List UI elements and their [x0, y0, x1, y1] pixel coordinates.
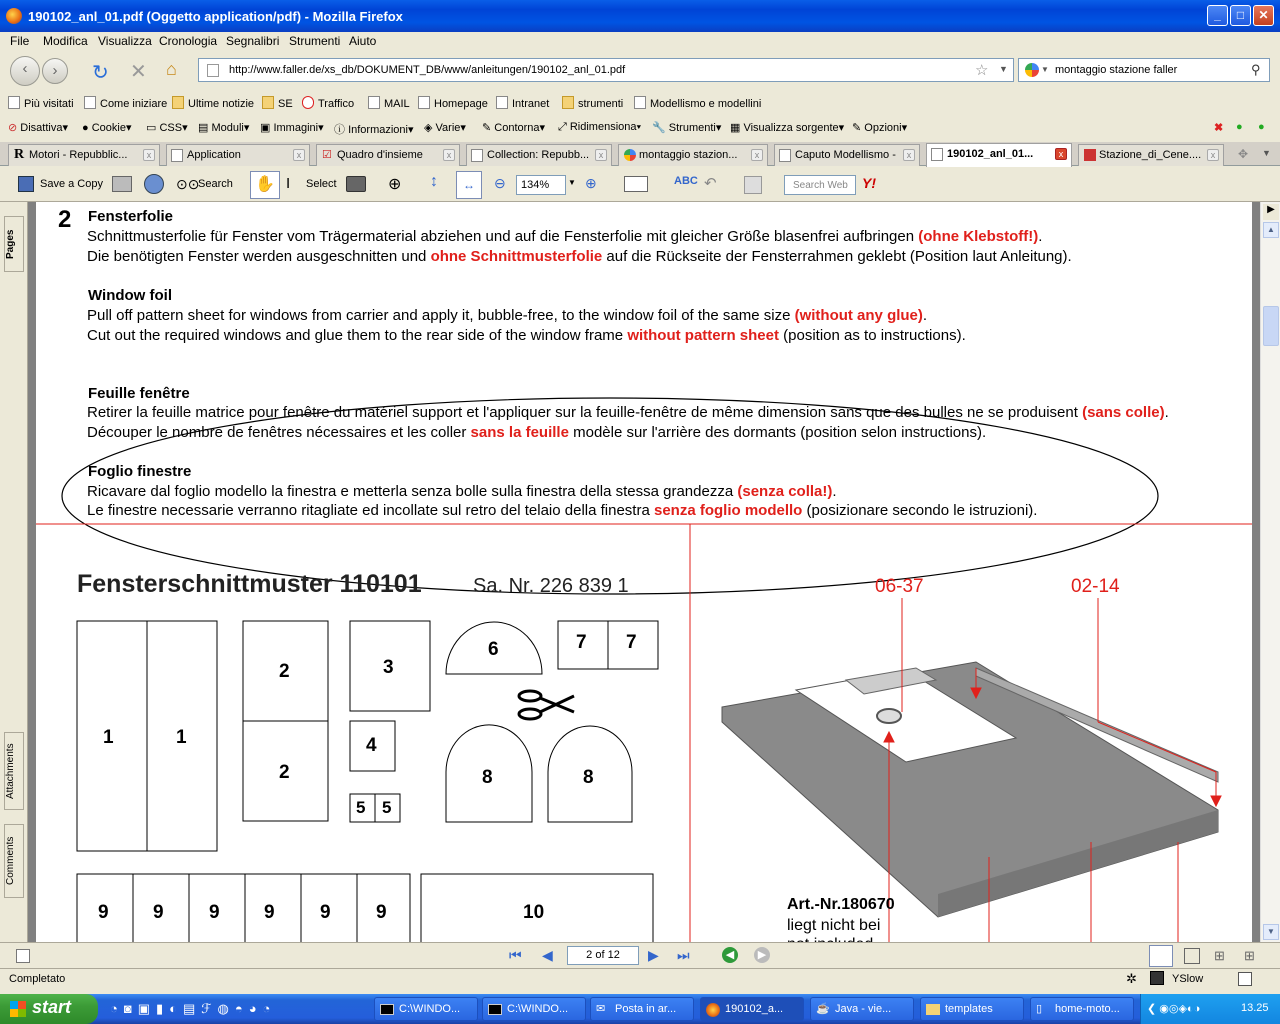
facing-icon[interactable]: ⊞: [1214, 948, 1225, 963]
search-button[interactable]: Search: [198, 178, 233, 190]
piece-label: 9: [209, 902, 220, 923]
panel-arrow-icon[interactable]: ▶: [1263, 204, 1279, 220]
chevron-down-icon[interactable]: ▼: [999, 64, 1008, 74]
zoom-plus-icon[interactable]: ⊕: [585, 175, 597, 191]
webdev-visualizza-sorgente[interactable]: ▦ Visualizza sorgente▾: [730, 122, 845, 134]
pdf-viewport[interactable]: [28, 202, 1260, 942]
close-icon[interactable]: x: [1207, 149, 1219, 161]
webdev-opzioni[interactable]: ✎ Opzioni▾: [852, 122, 908, 134]
task-firefox[interactable]: 190102_a...: [700, 997, 804, 1021]
snapshot-icon[interactable]: [346, 176, 366, 192]
bookmark-come-iniziare[interactable]: Come iniziare: [84, 96, 167, 110]
pdf-side-panel: [0, 202, 28, 942]
part-label-b: 02-14: [1071, 576, 1120, 597]
fit-page-icon[interactable]: ↕: [430, 173, 438, 190]
piece-label: 7: [626, 632, 637, 653]
url-text: http://www.faller.de/xs_db/DOKUMENT_DB/www/anleitungen/190102_anl_01.pdf: [229, 64, 626, 76]
comments-tab[interactable]: Comments: [4, 824, 24, 898]
it-line-2: Le finestre necessarie verranno ritagliate ed incollate sul retro del telaio della finestra senza foglio modello (posizionare secondo le istruzioni).: [87, 502, 1038, 519]
back-icon[interactable]: ‹: [10, 56, 40, 86]
bookmarks-bar: [0, 92, 1280, 114]
piece-label: 9: [264, 902, 275, 923]
piece-label: 9: [153, 902, 164, 923]
piece-label: 2: [279, 661, 290, 682]
menu-modifica[interactable]: Modifica: [43, 34, 88, 48]
search-icon[interactable]: ⚲: [1251, 62, 1261, 77]
tab-caputo[interactable]: Caputo Modellismo - x: [774, 144, 920, 166]
yslow-label[interactable]: YSlow: [1172, 973, 1204, 985]
webdev-informazioni[interactable]: ⓘ Informazioni▾: [334, 124, 414, 136]
print-icon[interactable]: [112, 176, 132, 192]
piece-label: 3: [383, 657, 394, 678]
pages-tab[interactable]: Pages: [4, 216, 24, 272]
tray-icons[interactable]: ❮ ◉◎◈◐◑: [1147, 1003, 1201, 1015]
bookmark-se[interactable]: SE: [262, 96, 293, 110]
webdev-css[interactable]: ▭ CSS▾: [146, 122, 188, 134]
piece-label: 5: [382, 798, 392, 817]
spellcheck-icon[interactable]: ABC: [674, 175, 698, 187]
close-icon[interactable]: x: [443, 149, 455, 161]
binoculars-icon[interactable]: ⊙⊙: [176, 176, 200, 192]
task-java[interactable]: ☕ Java - vie...: [810, 997, 914, 1021]
article-note: liegt nicht bei: [787, 917, 881, 934]
firebug-icon[interactable]: ✲: [1126, 971, 1137, 986]
next-page-icon[interactable]: ▶: [648, 947, 659, 963]
forward-view-icon[interactable]: ▶: [754, 947, 770, 963]
copy-icon[interactable]: [744, 176, 762, 194]
page-number-input[interactable]: 2 of 12: [567, 946, 639, 965]
star-icon[interactable]: ☆: [975, 62, 989, 79]
prev-page-icon[interactable]: ◀: [542, 947, 553, 963]
bookmark-ultime-notizie[interactable]: Ultime notizie: [172, 96, 254, 110]
single-page-icon[interactable]: [1149, 945, 1173, 967]
de-line-2: Die benötigten Fenster werden ausgeschnitten und ohne Schnittmusterfolie auf die Rückseite der Fensterrahmen geklebt (Position laut Anleitung).: [87, 248, 1072, 265]
piece-label: 10: [523, 902, 545, 923]
de-line-1: Schnittmusterfolie für Fenster vom Trägermaterial abziehen und auf die Fensterfolie mit gleicher Größe blasenfrei aufbringen (ohne Klebstoff!).: [87, 228, 1043, 245]
piece-label: 5: [356, 798, 366, 817]
pattern-title: Fensterschnittmuster 110101: [77, 570, 422, 598]
piece-label: 7: [576, 632, 587, 653]
status-bar: [0, 968, 1280, 990]
windows-logo-icon: [10, 1001, 26, 1017]
first-page-icon[interactable]: ⏮: [509, 947, 522, 963]
piece-label: 4: [366, 735, 377, 756]
yahoo-icon[interactable]: Y!: [862, 175, 876, 191]
webdev-status-icon[interactable]: [1238, 972, 1252, 986]
tab-pdf-active[interactable]: 190102_anl_01... x: [926, 143, 1072, 167]
task-home-moto[interactable]: ▯ home-moto...: [1030, 997, 1134, 1021]
task-cmd-2[interactable]: C:\WINDO...: [482, 997, 586, 1021]
vertical-scrollbar[interactable]: [1260, 202, 1280, 942]
google-icon: [1025, 63, 1039, 77]
en-heading: Window foil: [88, 287, 173, 304]
fit-width-icon[interactable]: ↔: [456, 171, 482, 199]
bookmark-mail[interactable]: MAIL: [368, 96, 410, 110]
webdev-ridimensiona[interactable]: ⤢ Ridimensiona▾: [558, 121, 642, 133]
pdf-page: [36, 202, 1252, 942]
web-developer-toolbar: [0, 116, 1280, 138]
tab-collection[interactable]: Collection: Repubb... x: [466, 144, 612, 166]
check-icon[interactable]: ●: [1258, 121, 1265, 133]
webdev-strumenti[interactable]: 🔧 Strumenti▾: [652, 122, 722, 134]
forward-icon[interactable]: ›: [42, 58, 68, 84]
menu-bar: [0, 32, 1280, 50]
fr-heading: Feuille fenêtre: [88, 385, 190, 402]
pattern-number: Sa. Nr. 226 839 1: [473, 575, 629, 597]
undo-icon[interactable]: ↶: [704, 175, 717, 192]
zoom-input[interactable]: 134%: [516, 175, 566, 195]
reload-icon[interactable]: ↻: [92, 62, 109, 84]
webdev-immagini[interactable]: ▣ Immagini▾: [260, 122, 324, 134]
en-line-2: Cut out the required windows and glue them to the rear side of the window frame without pattern sheet (position as to instructions).: [87, 327, 966, 344]
task-templates[interactable]: templates: [920, 997, 1024, 1021]
part-label-a: 06-37: [875, 576, 924, 597]
task-cmd-1[interactable]: C:\WINDO...: [374, 997, 478, 1021]
web-search-input[interactable]: Search Web: [784, 175, 856, 195]
save-copy-button[interactable]: Save a Copy: [40, 178, 103, 190]
stop-icon[interactable]: ✕: [130, 61, 147, 83]
continuous-icon[interactable]: [1184, 948, 1200, 964]
close-icon[interactable]: x: [293, 149, 305, 161]
chevron-down-icon[interactable]: ▼: [568, 178, 576, 187]
menu-aiuto[interactable]: Aiuto: [349, 34, 377, 48]
zoom-out-icon[interactable]: ⊖: [494, 175, 506, 191]
article-number: Art.-Nr.180670: [787, 896, 895, 913]
piece-label: 9: [376, 902, 387, 923]
de-heading: Fensterfolie: [88, 208, 174, 225]
webdev-cookie[interactable]: ● Cookie▾: [82, 122, 132, 134]
menu-visualizza[interactable]: Visualizza: [98, 34, 152, 48]
search-input[interactable]: [1018, 58, 1270, 82]
chevron-down-icon[interactable]: ▼: [1262, 148, 1271, 158]
tab-quadro[interactable]: ☑ Quadro d'insieme x: [316, 144, 460, 166]
piece-label: 8: [583, 767, 594, 788]
scroll-down-icon[interactable]: ▼: [1263, 924, 1279, 940]
scroll-thumb[interactable]: [1263, 306, 1279, 346]
window-pattern: [77, 621, 658, 964]
menu-segnalibri[interactable]: Segnalibri: [226, 34, 280, 48]
scissors-icon: [519, 691, 574, 719]
page-layout-icon[interactable]: [624, 176, 648, 192]
piece-label: 6: [488, 639, 499, 660]
it-line-1: Ricavare dal foglio modello la finestra e metterla senza bolle sulla finestra della stessa grandezza (senza colla!).: [87, 483, 837, 500]
continuous-facing-icon[interactable]: ⊞: [1244, 948, 1255, 963]
check-icon[interactable]: ●: [1236, 121, 1243, 133]
annotation-ellipse: [62, 398, 1158, 594]
piece-label: 1: [103, 727, 114, 748]
model-base-illustration: [722, 662, 1218, 917]
piece-label: 8: [482, 767, 493, 788]
webdev-moduli[interactable]: ▤ Moduli▾: [198, 122, 250, 134]
search-text: montaggio stazione faller: [1055, 64, 1178, 76]
close-icon[interactable]: x: [595, 149, 607, 161]
scroll-up-icon[interactable]: ▲: [1263, 222, 1279, 238]
close-icon[interactable]: x: [143, 149, 155, 161]
step-number: 2: [58, 206, 72, 233]
window-title: 190102_anl_01.pdf (Oggetto application/pdf) - Mozilla Firefox: [28, 9, 403, 24]
menu-strumenti[interactable]: Strumenti: [289, 34, 341, 48]
system-tray: [1140, 994, 1280, 1024]
tab-bar: [0, 142, 1280, 166]
close-icon[interactable]: x: [1055, 148, 1067, 160]
fr-line-2: Découper le nombre de fenêtres nécessaires et les coller sans la feuille modèle sur l'arrière des dormants (position selon instructions).: [87, 424, 987, 441]
save-icon[interactable]: [18, 176, 34, 192]
piece-label: 2: [279, 762, 290, 783]
bookmark-intranet[interactable]: Intranet: [496, 96, 549, 110]
bookmark-strumenti[interactable]: strumenti: [562, 96, 623, 110]
it-heading: Foglio finestre: [88, 463, 192, 480]
bookmark-piu-visitati[interactable]: Più visitati: [8, 96, 74, 110]
firefox-icon: [6, 8, 22, 24]
close-icon[interactable]: x: [903, 149, 915, 161]
pdf-toolbar: [0, 168, 1280, 202]
hand-tool-icon[interactable]: ✋: [250, 171, 280, 199]
url-bar[interactable]: [198, 58, 1014, 82]
start-button[interactable]: start: [0, 994, 98, 1024]
tab-application[interactable]: Application x: [166, 144, 310, 166]
piece-label: 1: [176, 727, 187, 748]
en-line-1: Pull off pattern sheet for windows from carrier and apply it, bubble-free, to the window foil of the same size (without any glue).: [87, 307, 928, 324]
tab-montaggio[interactable]: montaggio stazion... x: [618, 144, 768, 166]
select-button[interactable]: Select: [306, 178, 337, 190]
zoom-in-icon[interactable]: ⊕: [388, 176, 402, 193]
clock: 13.25: [1241, 1002, 1269, 1014]
page-icon: [207, 64, 219, 77]
piece-label: 9: [98, 902, 109, 923]
tab-motori[interactable]: R Motori - Repubblic... x: [8, 144, 160, 166]
email-icon[interactable]: [144, 174, 164, 194]
task-posta[interactable]: ✉ Posta in ar...: [590, 997, 694, 1021]
bookmark-modellismo[interactable]: Modellismo e modellini: [634, 96, 761, 110]
webdev-varie[interactable]: ◈ Varie▾: [424, 122, 466, 134]
yslow-icon[interactable]: [1150, 971, 1164, 985]
fr-line-1: Retirer la feuille matrice pour fenêtre du matériel support et l'appliquer sur la feuille-fenêtre de même dimension sans que des bulles ne se produisent (sans colle).: [87, 404, 1169, 421]
taskbar: [0, 994, 1280, 1024]
title-bar: [0, 0, 1280, 32]
webdev-disattiva[interactable]: ⊘ Disattiva▾: [8, 122, 68, 134]
close-icon[interactable]: x: [751, 149, 763, 161]
options-icon[interactable]: [16, 949, 30, 963]
menu-file[interactable]: File: [10, 34, 30, 48]
webdev-contorna[interactable]: ✎ Contorna▾: [482, 122, 546, 134]
bookmark-homepage[interactable]: Homepage: [418, 96, 488, 110]
select-cursor-icon[interactable]: I: [286, 175, 291, 192]
tab-stazione[interactable]: Stazione_di_Cene.... x: [1078, 144, 1224, 166]
piece-label: 9: [320, 902, 331, 923]
chevron-down-icon[interactable]: ▼: [1041, 65, 1049, 74]
maximize-button[interactable]: □: [1230, 5, 1251, 26]
minimize-button[interactable]: _: [1207, 5, 1228, 26]
quick-launch-icons[interactable]: ◔◙▣▮◐▤ℱ◍◓◕◔: [110, 1001, 277, 1016]
bookmark-traffico[interactable]: Traffico: [302, 96, 354, 110]
home-icon[interactable]: ⌂: [166, 59, 177, 79]
status-text: Completato: [9, 973, 66, 985]
pdf-navigation-bar: [0, 942, 1280, 968]
attachments-tab[interactable]: Attachments: [4, 732, 24, 810]
last-page-icon[interactable]: ⏭: [677, 947, 690, 963]
menu-cronologia[interactable]: Cronologia: [159, 34, 218, 48]
close-button[interactable]: ✕: [1253, 5, 1274, 26]
tab-scroll-icon[interactable]: ✥: [1238, 147, 1249, 161]
back-view-icon[interactable]: ◀: [722, 947, 738, 963]
close-icon[interactable]: ✖: [1214, 122, 1224, 134]
